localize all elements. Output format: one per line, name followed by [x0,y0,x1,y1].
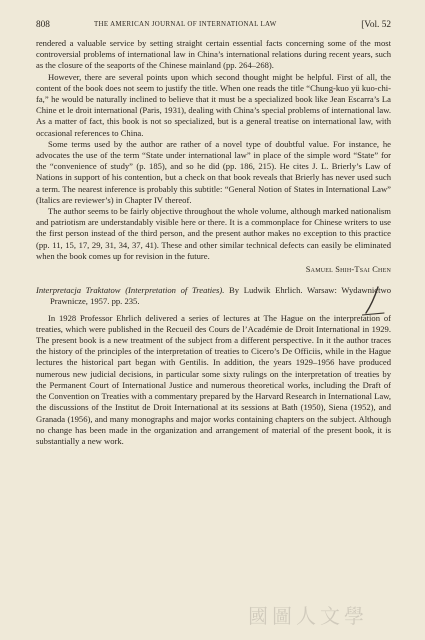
review1-paragraph: However, there are several points upon which second thought might be helpful. First of all, the content of the book does not seem to justify the title. When one reads the title “Chung-kuo yü kuo-chi-fa,” he would be naturally inclined to believe that it must be a specialized book like Jean Escarra’s La Chine et le droit international (Paris, 1931), dealing with China’s special problems of international law. As a matter of fact, this book is not so specialized, but is a general treatise on international law, with occasional references to China. [36,71,391,138]
review1-signature: Samuel Shih-Tsai Chen [305,265,391,275]
page-body [36,38,391,447]
review1-paragraph: Some terms used by the author are rather of a novel type of doubtful value. For instance, he advocates the use of the term “State under international law” in place of the simple word “State” for the “convenience of study” (p. 185), and so he did (pp. 186, 215). He cites J. L. Brierly’s Law of Nations in support of his contention, but a check on that book reveals that Brierly has never used such a term. The nearest inference is probably this subtitle: “General Notion of States in International Law” (Italics are reviewer’s) in Chapter IV thereof. [36,138,391,205]
review2-byline: By Ludwik Ehrlich. Warsaw: Wydawnictwo Prawnicze, 1957. pp. 235. [50,285,391,307]
review1-paragraph: rendered a valuable service by setting straight certain essential facts concerning some of the most controversial problems of international law in China’s international relations during recent years, such as the closure of the seaports of the Chinese mainland (pp. 264–268). [36,38,391,71]
journal-title: THE AMERICAN JOURNAL OF INTERNATIONAL LAW [94,21,277,28]
review2-title: Interpretacja Traktatow (Interpretation of Treaties). [36,285,225,296]
review1-paragraph: The author seems to be fairly objective throughout the whole volume, although marked nationalism and patriotism are understandably visible here or there. It is a commonplace for Chinese writers to use the first person instead of the third person, and the present author makes no exception to this practice (pp. 11, 15, 17, 29, 31, 34, 37, 41). These and other similar technical defects can easily be eliminated when the book comes up for revision in the future. [36,206,391,261]
review2-paragraph: In 1928 Professor Ehrlich delivered a series of lectures at The Hague on the interpretation of treaties, which were published in the Recueil des Cours de l’Académie de Droit International in 1929. The present book is a new treatment of the subject from a different perspective. In it the author traces the history of the principles of the interpretation of treaties to Cicero’s De Officiis, while in the Hague lectures the historical part began with Gentilis. In addition, the years 1929–1956 have produced numerous new judicial decisions, in particular some sixty rulings on the interpretation of treaties by the Permanent Court of International Justice and numerous theoretical works, including the Draft of the Convention on Treaties with a commentary prepared by the Harvard Research in International Law, the discussions of the Institut de Droit International at its sessions at Bath (1950), Siena (1952), and Granada (1956), and many monographs and major works containing chapters on the subject. Although no change has been made in the organization and arrangement of material of the present book, it is substantially a new work. [36,312,391,446]
volume-label: [Vol. 52 [361,20,391,30]
page-number: 808 [36,20,50,30]
review2-heading [36,285,391,307]
running-header [36,20,391,34]
library-watermark: 國圖人文學 [248,604,368,628]
pen-check-mark [362,283,386,317]
